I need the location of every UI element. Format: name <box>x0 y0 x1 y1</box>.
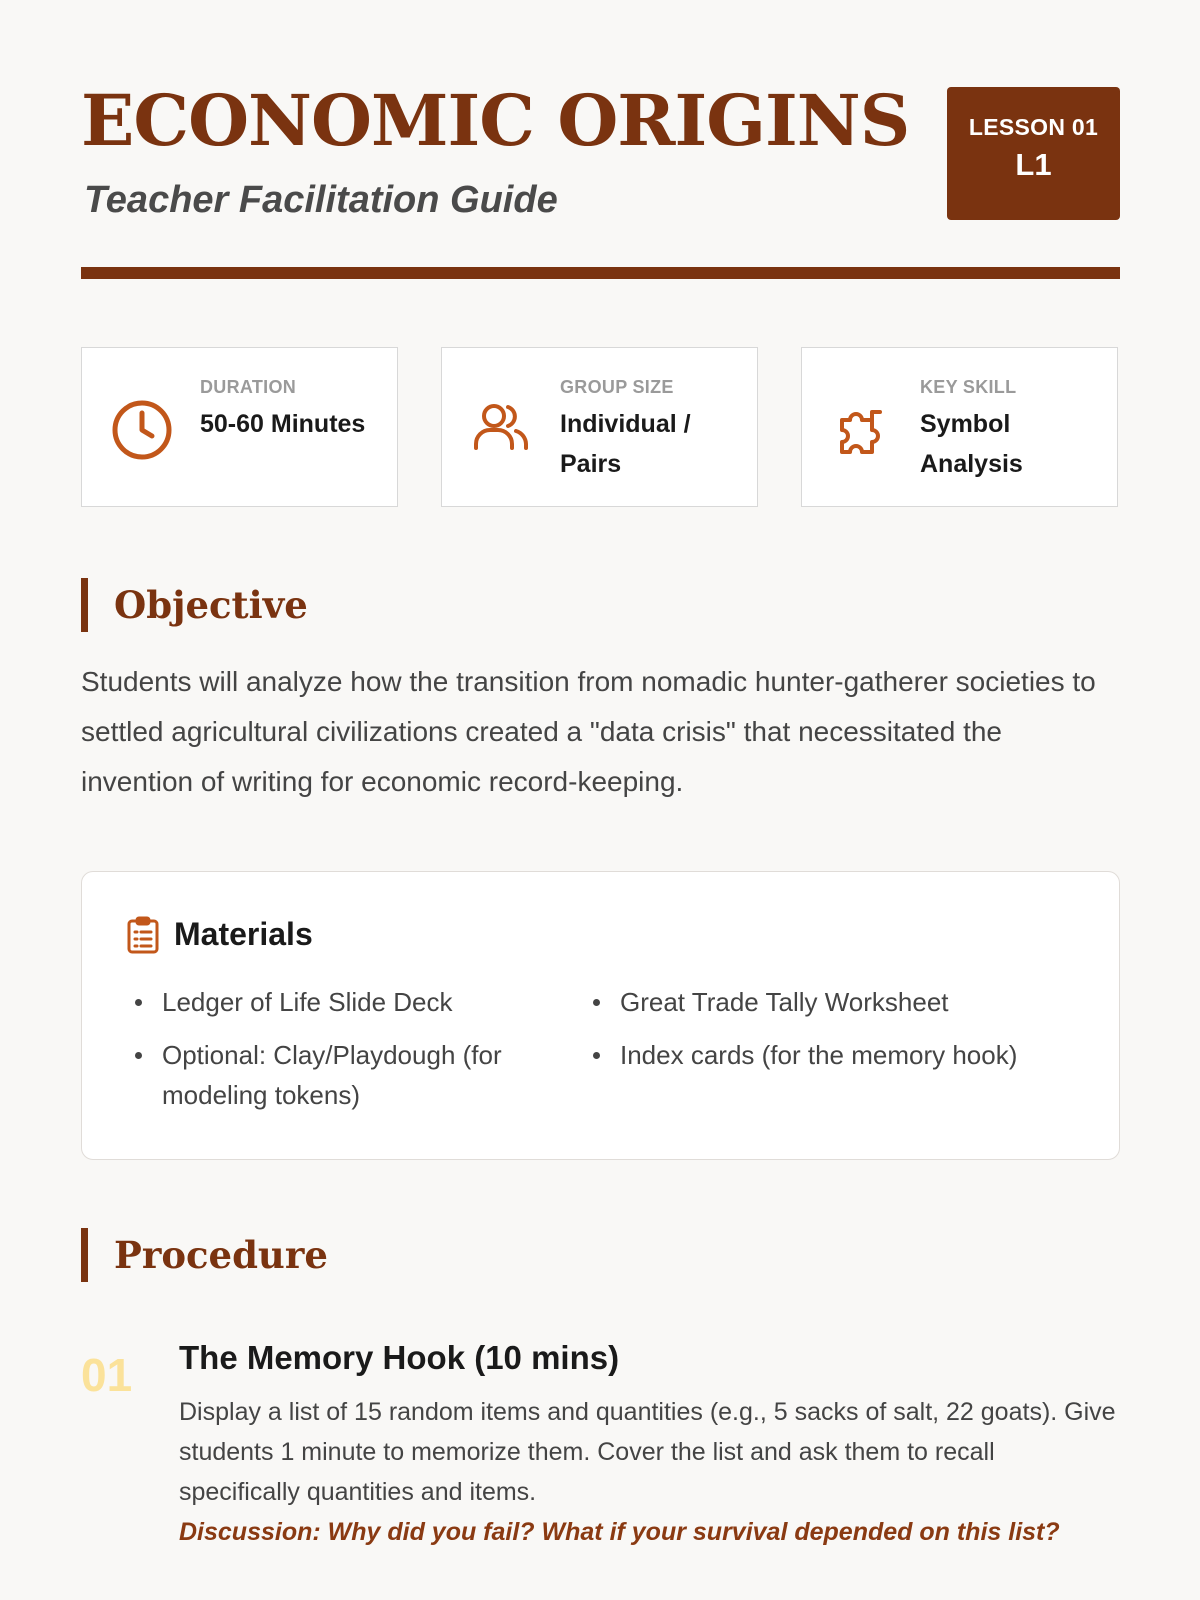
procedure-title: Procedure <box>114 1233 328 1277</box>
duration-value: 50-60 Minutes <box>200 410 366 438</box>
page-title: ECONOMIC ORIGINS <box>81 79 910 162</box>
key-skill-label: KEY SKILL <box>920 377 1017 397</box>
list-item: Ledger of Life Slide Deck <box>132 982 532 1022</box>
puzzle-icon <box>830 398 894 462</box>
list-item: Great Trade Tally Worksheet <box>590 982 1090 1022</box>
objective-title: Objective <box>114 583 308 627</box>
materials-title: Materials <box>174 916 313 952</box>
procedure-heading <box>81 1228 328 1282</box>
step-discussion: Discussion: Why did you fail? What if your survival depended on this list? <box>179 1518 1060 1546</box>
header-divider <box>81 267 1120 279</box>
step-number: 01 <box>81 1349 133 1401</box>
materials-card <box>81 871 1120 1160</box>
key-skill-card <box>801 347 1118 507</box>
objective-text: Students will analyze how the transition from nomadic hunter-gatherer societies to settled agricultural civilizations created a "data crisis" that necessitated the invention of writing for economic record-keeping. <box>81 666 1096 797</box>
clock-icon <box>110 398 174 462</box>
materials-list-left <box>132 982 532 1128</box>
duration-label: DURATION <box>200 377 297 397</box>
step-description: Display a list of 15 random items and quantities (e.g., 5 sacks of salt, 22 goats). Give students 1 minute to memorize them. Cover the list and ask them to recall specifically quantities and items. <box>179 1398 1116 1506</box>
lesson-code: L1 <box>1015 147 1052 182</box>
list-item: Optional: Clay/Playdough (for modeling tokens) <box>132 1035 532 1115</box>
lesson-badge <box>947 87 1120 220</box>
step-title: The Memory Hook (10 mins) <box>179 1339 620 1376</box>
page-subtitle: Teacher Facilitation Guide <box>84 179 558 221</box>
clipboard-list-icon <box>126 916 160 954</box>
objective-heading <box>81 578 308 632</box>
list-item: Index cards (for the memory hook) <box>590 1035 1090 1075</box>
key-skill-value: Symbol Analysis <box>920 410 1023 478</box>
duration-card <box>81 347 398 507</box>
page-header <box>81 80 1120 230</box>
info-cards <box>81 347 1120 509</box>
lesson-label: LESSON 01 <box>968 114 1099 140</box>
materials-list-right <box>590 982 1090 1088</box>
group-size-value: Individual / Pairs <box>560 410 691 478</box>
group-size-label: GROUP SIZE <box>560 377 674 397</box>
group-size-card <box>441 347 758 507</box>
users-icon <box>470 398 534 462</box>
